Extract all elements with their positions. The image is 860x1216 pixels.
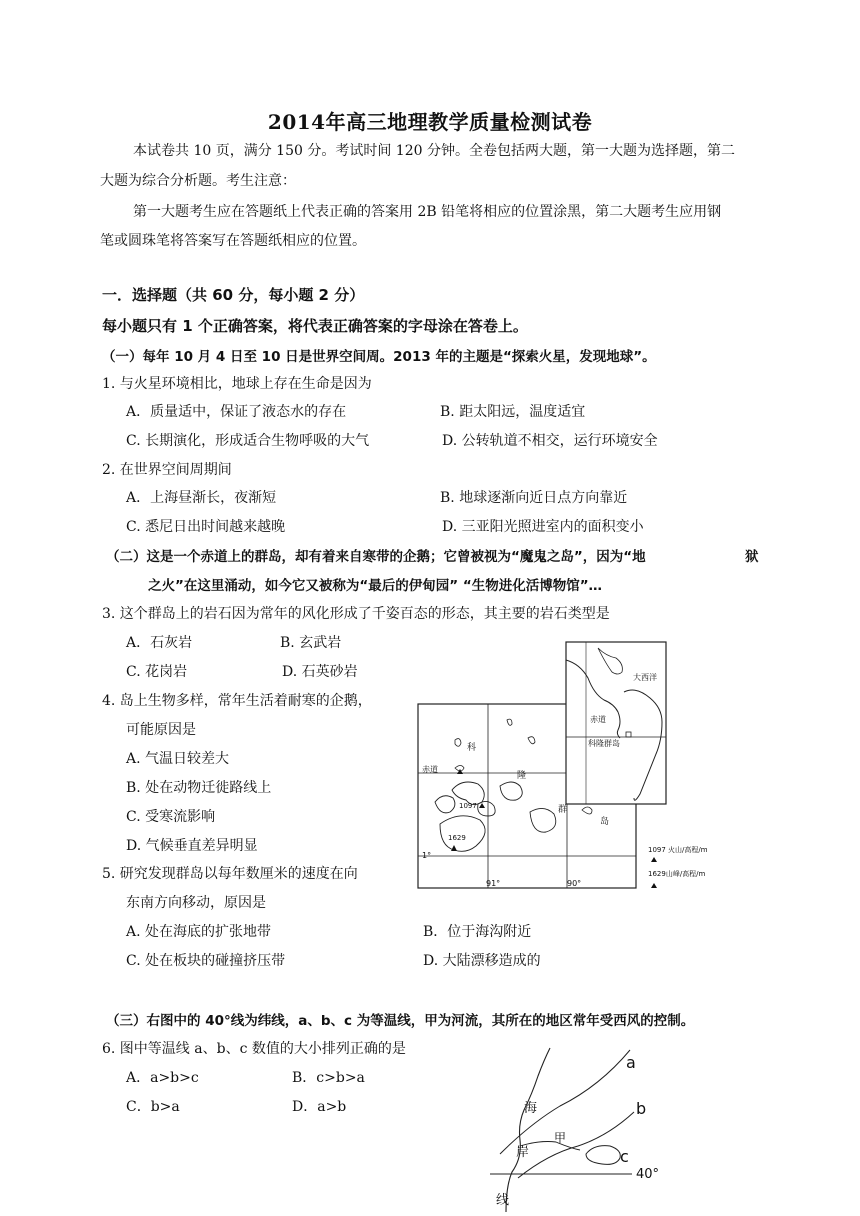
peak-height-label: 1629 xyxy=(448,834,466,842)
legend-volcano-text: 1097 火山/高程/m xyxy=(648,846,708,854)
q6-option-c: C．b>a xyxy=(126,1099,180,1115)
q3-stem: 3. 这个群岛上的岩石因为常年的风化形成了千姿百态的形态，其主要的岩石类型是 xyxy=(102,606,610,622)
q6-option-b: B．c>b>a xyxy=(292,1070,365,1086)
coast-label-3: 线 xyxy=(496,1193,510,1208)
islands-char-1: 科 xyxy=(467,743,477,753)
part1-heading: 一．选择题（共 60 分，每小题 2 分） xyxy=(102,286,365,304)
q5-option-b: B．位于海沟附近 xyxy=(423,924,532,940)
inset-ocean-label: 大西洋 xyxy=(633,673,657,682)
q4-stem-1: 4. 岛上生物多样，常年生活着耐寒的企鹅， xyxy=(102,693,372,709)
isotherm-b xyxy=(518,1112,634,1178)
coastline xyxy=(506,1048,550,1212)
q3-option-c: C. 花岗岩 xyxy=(126,664,188,680)
river-jia-label: 甲 xyxy=(554,1131,567,1145)
q1-option-d: D. 公转轨道不相交，运行环境安全 xyxy=(442,433,658,449)
page-title: 2014年高三地理教学质量检测试卷 xyxy=(267,110,593,134)
isotherm-c xyxy=(586,1146,620,1165)
galapagos-map xyxy=(410,640,708,898)
q1-stem: 1. 与火星环境相比，地球上存在生命是因为 xyxy=(102,376,372,392)
isotherm-b-label: b xyxy=(636,1099,647,1118)
group2-stem-1b: 狱 xyxy=(745,549,759,565)
q1-option-c: C. 长期演化，形成适合生物呼吸的大气 xyxy=(126,433,370,449)
q4-option-d: D. 气候垂直差异明显 xyxy=(126,838,258,854)
islands-char-3: 群 xyxy=(558,805,568,815)
q4-option-b: B. 处在动物迁徙路线上 xyxy=(126,780,272,796)
q4-option-a: A. 气温日较差大 xyxy=(126,751,230,767)
q2-option-b: B. 地球逐渐向近日点方向靠近 xyxy=(440,490,628,506)
isotherm-figure xyxy=(480,1046,680,1216)
q5-option-c: C. 处在板块的碰撞挤压带 xyxy=(126,953,286,969)
intro-line-4: 笔或圆珠笔将答案写在答题纸相应的位置。 xyxy=(100,233,366,249)
q4-option-c: C. 受寒流影响 xyxy=(126,809,216,825)
q6-option-d: D．a>b xyxy=(292,1099,347,1115)
volcano-height-label: 1097 xyxy=(459,802,477,810)
q6-option-a: A．a>b>c xyxy=(126,1070,199,1086)
isotherm-c-label: c xyxy=(620,1147,629,1166)
inset-equator-label: 赤道 xyxy=(590,715,606,724)
q5-stem-1: 5. 研究发现群岛以每年数厘米的速度在向 xyxy=(102,866,358,882)
legend-volcano-marker xyxy=(651,857,657,862)
q5-stem-2: 东南方向移动，原因是 xyxy=(126,895,266,911)
lat-label: 1° xyxy=(422,851,432,860)
islands-char-2: 隆 xyxy=(517,771,527,781)
q1-option-b: B. 距太阳远，温度适宜 xyxy=(440,404,586,420)
q2-option-d: D. 三亚阳光照进室内的面积变小 xyxy=(442,519,644,535)
q5-option-a: A. 处在海底的扩张地带 xyxy=(126,924,272,940)
q3-option-b: B. 玄武岩 xyxy=(280,635,342,651)
q6-stem: 6. 图中等温线 a、b、c 数值的大小排列正确的是 xyxy=(102,1041,406,1057)
equator-label: 赤道 xyxy=(422,765,438,774)
lon-91-label: 91° xyxy=(486,879,501,888)
coast-label-1: 海 xyxy=(524,1101,538,1116)
part1-instruction: 每小题只有 1 个正确答案，将代表正确答案的字母涂在答卷上。 xyxy=(102,317,528,335)
q5-option-d: D. 大陆漂移造成的 xyxy=(423,953,541,969)
q2-option-a: A．上海昼渐长，夜渐短 xyxy=(126,490,277,506)
inset-islands-label: 科隆群岛 xyxy=(588,739,620,748)
coast-label-2: 岸 xyxy=(516,1145,530,1160)
q2-stem: 2. 在世界空间周期间 xyxy=(102,462,232,478)
q4-stem-2: 可能原因是 xyxy=(126,722,196,738)
group2-stem-1: （二）这是一个赤道上的群岛，却有着来自寒带的企鹅；它曾被视为“魔鬼之岛”，因为“地 xyxy=(106,549,646,565)
lon-90-label: 90° xyxy=(567,879,582,888)
inset-frame xyxy=(566,642,666,804)
q3-option-a: A．石灰岩 xyxy=(126,635,193,651)
legend-peak-text: 1629山峰/高程/m xyxy=(648,870,706,878)
isotherm-a-label: a xyxy=(626,1053,636,1072)
q3-option-d: D. 石英砂岩 xyxy=(282,664,358,680)
latitude-40-label: 40° xyxy=(636,1167,660,1182)
intro-line-3: 第一大题考生应在答题纸上代表正确的答案用 2B 铅笔将相应的位置涂黑，第二大题考生应用钢 xyxy=(133,204,722,220)
group2-stem-2: 之火”在这里涌动，如今它又被称为“最后的伊甸园” “生物进化活博物馆”… xyxy=(148,578,603,594)
intro-line-2: 大题为综合分析题。考生注意： xyxy=(100,173,296,189)
group3-stem: （三）右图中的 40°线为纬线，a、b、c 为等温线，甲为河流，其所在的地区常年受西风的控制。 xyxy=(106,1013,695,1029)
q2-option-c: C. 悉尼日出时间越来越晚 xyxy=(126,519,286,535)
group1-stem: （一）每年 10 月 4 日至 10 日是世界空间周。2013 年的主题是“探索火星，发现地球”。 xyxy=(102,349,656,365)
q1-option-a: A．质量适中，保证了液态水的存在 xyxy=(126,404,347,420)
intro-line-1: 本试卷共 10 页，满分 150 分。考试时间 120 分钟。全卷包括两大题，第一大题为选择题，第二 xyxy=(133,143,735,159)
legend-peak-marker xyxy=(651,883,657,888)
islands-char-4: 岛 xyxy=(600,817,610,827)
